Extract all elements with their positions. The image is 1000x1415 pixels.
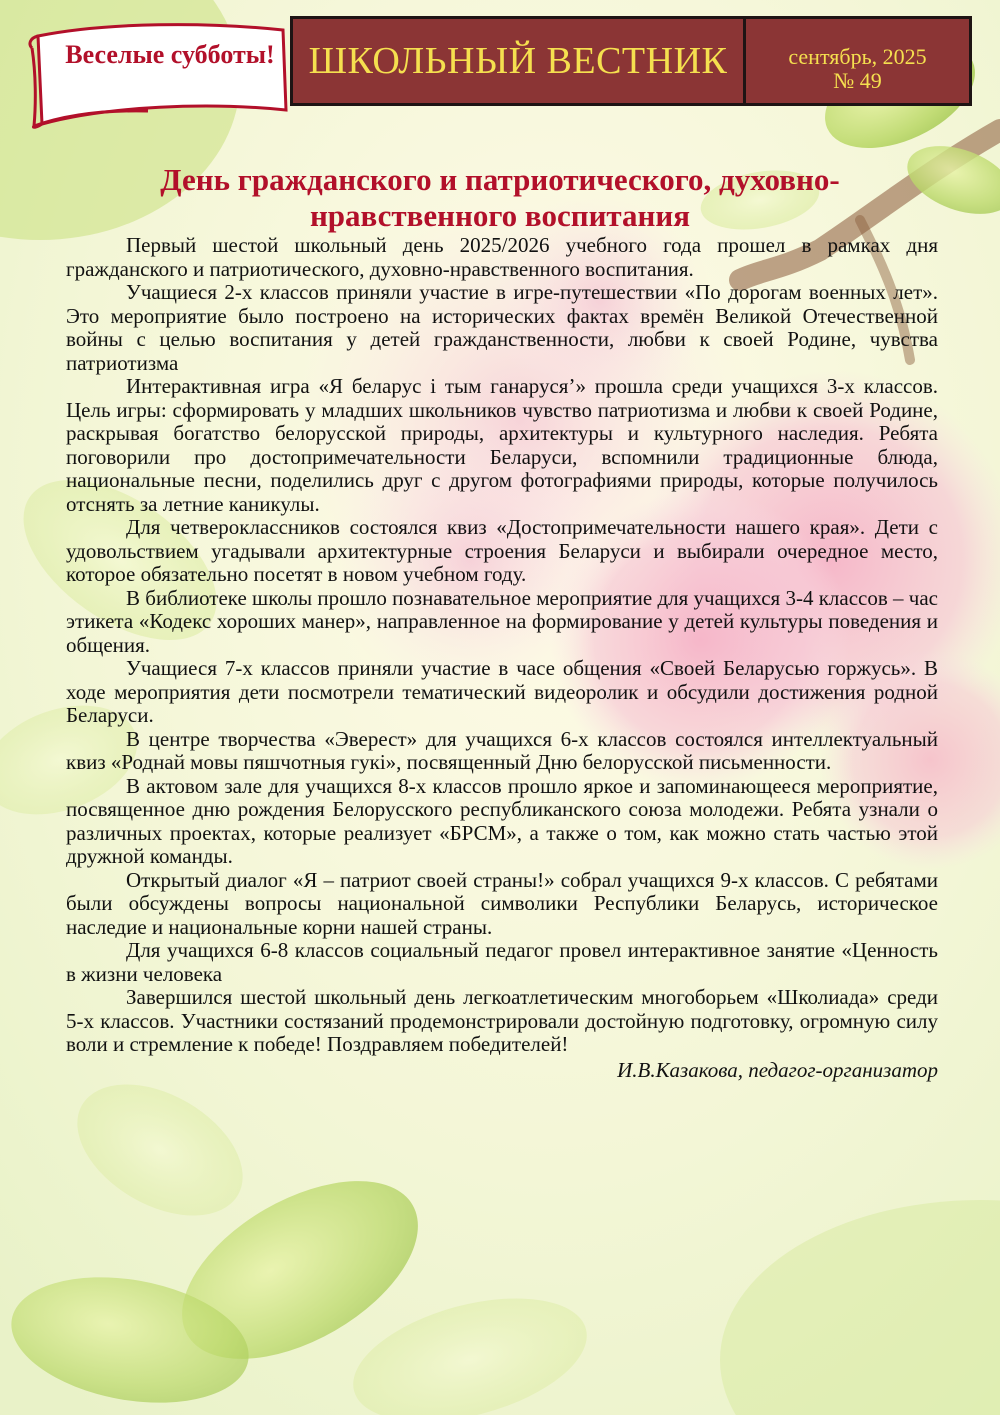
article-paragraph: Завершился шестой школьный день легкоатлетическим многоборьем «Школиада» среди 5-х классов. Участники состязаний продемонстрировали достойную подготовку, огромную силу воли и стремление к победе! Поздравляем победителей! [66,985,938,1056]
masthead [290,16,972,106]
newspaper-title: ШКОЛЬНЫЙ ВЕСТНИК [293,19,746,103]
article-paragraph: Учащиеся 7-х классов приняли участие в часе общения «Своей Беларусью горжусь». В ходе мероприятия дети посмотрели тематический видеоролик и обсудили достижения родной Беларуси. [66,656,938,727]
ribbon-shape [28,14,290,132]
banner-ribbon [28,14,290,132]
article-signature: И.В.Казакова, педагог-организатор [617,1057,938,1082]
article-paragraph: В центре творчества «Эверест» для учащихся 6-х классов состоялся интеллектуальный квиз «Роднай мовы пяшчотныя гукі», посвященный Дню белорусской письменности. [66,726,938,774]
article-paragraph: Для четвероклассников состоялся квиз «Достопримечательности нашего края». Дети с удовольствием угадывали архитектурные строения Беларуси и выбирали очередное место, которое обязательно посетят в новом учебном году. [66,515,938,586]
issue-date: сентябрь, 2025 [788,44,927,69]
article-paragraph: Учащиеся 2-х классов приняли участие в игре-путешествии «По дорогам военных лет». Это мероприятие было построено на исторических фактах времён Великой Отечественной войны с целью воспитания у детей гражданственности, любви к своей Родине, чувства патриотизма [66,280,938,375]
article-body [66,234,938,1082]
issue-info [746,19,969,103]
banner-label: Веселые субботы! [65,40,275,69]
article-paragraph: Интерактивная игра «Я беларус і тым ганарусяʼ» прошла среди учащихся 3-х классов. Цель игры: сформировать у младших школьников чувство патриотизма и любви к своей Родине, раскрывая богатство белорусской природы, архитектуры и культурного наследия. Ребята поговорили про достопримечательности Беларуси, вспомнили традиционные блюда, национальные песни, поделились друг с другом фотографиями природы, которые получилось отснять за летние каникулы. [66,374,938,516]
article-paragraph: В библиотеке школы прошло познавательное мероприятие для учащихся 3-4 классов – час этикета «Кодекс хороших манер», направленное на формирование у детей культуры поведения и общения. [66,585,938,657]
issue-number: № 49 [833,68,882,93]
article-paragraph: Открытый диалог «Я – патриот своей страны!» собрал учащихся 9-х классов. С ребятами были обсуждены вопросы национальной символики Республики Беларусь, историческое наследие и национальные корни нашей страны. [66,867,938,939]
article-paragraph: В актовом зале для учащихся 8-х классов прошло яркое и запоминающееся мероприятие, посвященное дню рождения Белорусского республиканского союза молодежи. Ребята узнали о различных проектах, которые реализует «БРСМ», а также о том, как можно стать частью этой дружной команды. [66,773,938,868]
article-title: День гражданского и патриотического, духовно-нравственного воспитания [160,162,840,233]
article-paragraph: Первый шестой школьный день 2025/2026 учебного года прошел в рамках дня гражданского и патриотического, духовно-нравственного воспитания. [66,233,938,281]
article-paragraph: Для учащихся 6-8 классов социальный педагог провел интерактивное занятие «Ценность в жизни человека [66,938,938,986]
